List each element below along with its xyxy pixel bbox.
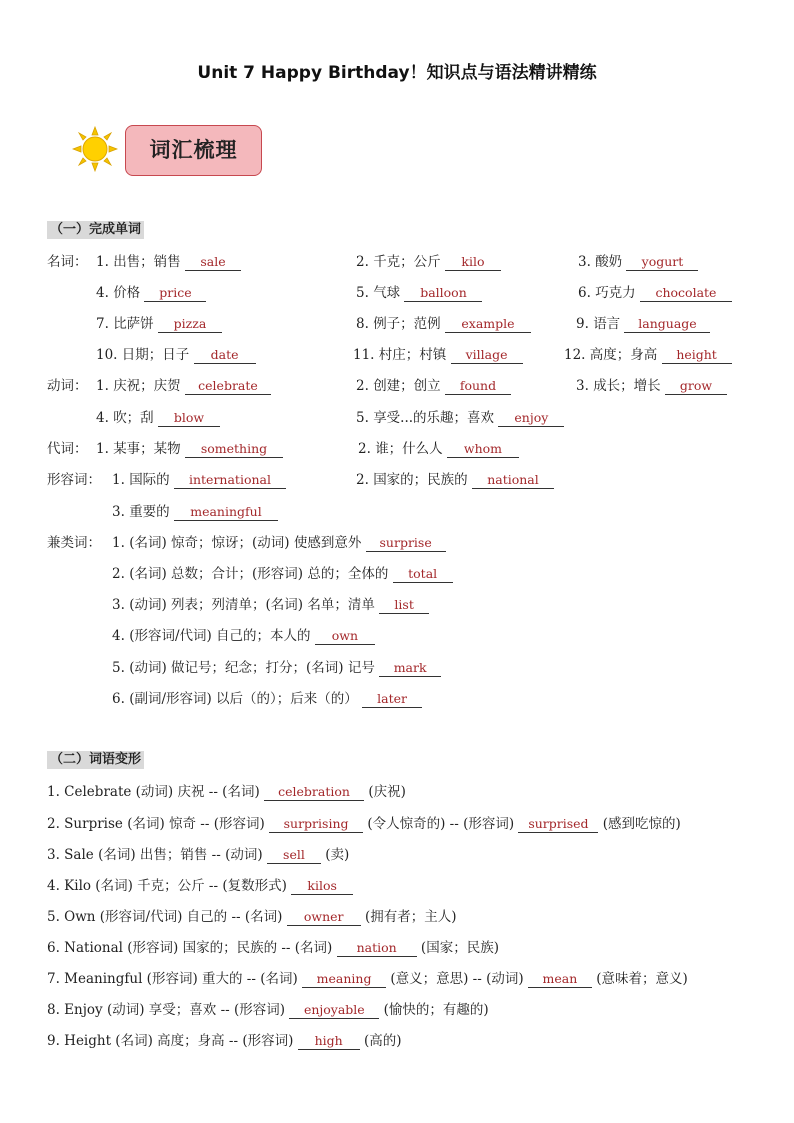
- word-form-row: 6. National (形容词) 国家的；民族的 -- (名词) nation (国家；民族): [47, 940, 499, 956]
- list-item: 7. 比萨饼 pizza: [96, 314, 222, 334]
- answer-blank: meaning: [302, 971, 386, 988]
- list-item: 2. 谁；什么人 whom: [358, 439, 519, 459]
- answer-blank: price: [144, 285, 206, 302]
- answer-blank: balloon: [404, 285, 482, 302]
- list-item: 3. 重要的 meaningful: [112, 502, 278, 522]
- answer-blank: surprised: [518, 816, 598, 833]
- answer-blank: high: [298, 1033, 360, 1050]
- list-item: 4. 吹；刮 blow: [96, 408, 220, 428]
- answer-blank: celebration: [264, 784, 364, 801]
- multi-row: [0, 595, 794, 615]
- list-item: 9. 语言 language: [576, 314, 710, 334]
- section-heading-complete-words: （一）完成单词: [47, 221, 144, 239]
- word-form-row: 2. Surprise (名词) 惊奇 -- (形容词) surprising (令人惊奇的) -- (形容词) surprised (感到吃惊的): [47, 816, 681, 832]
- answer-blank: kilos: [291, 878, 353, 895]
- answer-blank: enjoyable: [289, 1002, 379, 1019]
- answer-blank: example: [445, 316, 531, 333]
- list-item: 1. 国际的 international: [112, 470, 286, 490]
- list-item: 8. 例子；范例 example: [356, 314, 531, 334]
- answer-blank: total: [393, 566, 453, 583]
- answer-blank: date: [194, 347, 256, 364]
- list-item: 2. 千克；公斤 kilo: [356, 252, 501, 272]
- list-item: 3. (动词) 列表；列清单；(名词) 名单；清单 list: [112, 595, 429, 615]
- list-item: 6. 巧克力 chocolate: [578, 283, 732, 303]
- list-item: 1. 庆祝；庆贺 celebrate: [96, 376, 271, 396]
- list-item: 5. 气球 balloon: [356, 283, 482, 303]
- answer-blank: something: [185, 441, 283, 458]
- section-heading-word-forms: （二）词语变形: [47, 751, 144, 769]
- nouns-row: [0, 283, 794, 303]
- list-item: 1. (名词) 惊奇；惊讶；(动词) 使感到意外 surprise: [112, 533, 446, 553]
- word-form-row: 4. Kilo (名词) 千克；公斤 -- (复数形式) kilos: [0, 876, 794, 896]
- answer-blank: owner: [287, 909, 361, 926]
- nouns-row: [0, 252, 794, 272]
- multi-row: [0, 564, 794, 584]
- pronouns-label: 代词：: [47, 441, 88, 457]
- answer-blank: nation: [337, 940, 417, 957]
- answer-blank: enjoy: [498, 410, 564, 427]
- adjectives-row: [0, 502, 794, 522]
- answer-blank: international: [174, 472, 286, 489]
- list-item: 10. 日期；日子 date: [96, 345, 256, 365]
- answer-blank: village: [451, 347, 523, 364]
- multi-row: [0, 658, 794, 678]
- list-item: 3. 酸奶 yogurt: [578, 252, 698, 272]
- multi-row: [0, 533, 794, 553]
- list-item: 4. (形容词/代词) 自己的；本人的 own: [112, 626, 375, 646]
- answer-blank: national: [472, 472, 554, 489]
- list-item: 2. 国家的；民族的 national: [356, 470, 554, 490]
- answer-blank: kilo: [445, 254, 501, 271]
- adjectives-label: 形容词：: [47, 472, 101, 488]
- list-item: 12. 高度；身高 height: [564, 345, 732, 365]
- verbs-row: [0, 376, 794, 396]
- adjectives-row: [0, 470, 794, 490]
- word-form-row: 7. Meaningful (形容词) 重大的 -- (名词) meaning (意义；意思) -- (动词) mean (意味着；意义): [47, 971, 688, 987]
- answer-blank: meaningful: [174, 504, 278, 521]
- answer-blank: surprising: [269, 816, 363, 833]
- word-form-row: 1. Celebrate (动词) 庆祝 -- (名词) celebration (庆祝): [47, 784, 406, 800]
- list-item: 4. 价格 price: [96, 283, 206, 303]
- word-form-row: 8. Enjoy (动词) 享受；喜欢 -- (形容词) enjoyable (愉快的；有趣的): [47, 1002, 489, 1018]
- word-form-row: 5. Own (形容词/代词) 自己的 -- (名词) owner (拥有者；主人): [47, 909, 457, 925]
- list-item: 1. 出售；销售 sale: [96, 252, 241, 272]
- multi-label: 兼类词：: [47, 535, 101, 551]
- verbs-row: [0, 408, 794, 428]
- answer-blank: pizza: [158, 316, 222, 333]
- answer-blank: surprise: [366, 535, 446, 552]
- list-item: 1. 某事；某物 something: [96, 439, 283, 459]
- list-item: 11. 村庄；村镇 village: [353, 345, 523, 365]
- answer-blank: later: [362, 691, 422, 708]
- list-item: 6. (副词/形容词) 以后（的）；后来（的） later: [112, 689, 422, 709]
- pronouns-row: [0, 439, 794, 459]
- list-item: 2. 创建；创立 found: [356, 376, 511, 396]
- multi-row: [0, 689, 794, 709]
- answer-blank: sell: [267, 847, 321, 864]
- list-item: 5. 享受...的乐趣；喜欢 enjoy: [356, 408, 564, 428]
- list-item: 2. (名词) 总数；合计；(形容词) 总的；全体的 total: [112, 564, 453, 584]
- word-form-row: 9. Height (名词) 高度；身高 -- (形容词) high (高的): [47, 1033, 402, 1049]
- list-item: 3. 成长；增长 grow: [576, 376, 727, 396]
- answer-blank: grow: [665, 378, 727, 395]
- list-item: 5. (动词) 做记号；纪念；打分；(名词) 记号 mark: [112, 658, 441, 678]
- answer-blank: chocolate: [640, 285, 732, 302]
- multi-row: [0, 626, 794, 646]
- nouns-row: [0, 314, 794, 334]
- page-title: Unit 7 Happy Birthday！知识点与语法精讲精练: [197, 63, 597, 83]
- verbs-label: 动词：: [47, 378, 88, 394]
- vocabulary-badge: 词汇梳理: [125, 125, 262, 176]
- answer-blank: mean: [528, 971, 592, 988]
- word-form-row: 3. Sale (名词) 出售；销售 -- (动词) sell (卖): [47, 847, 350, 863]
- answer-blank: language: [624, 316, 710, 333]
- answer-blank: blow: [158, 410, 220, 427]
- nouns-row: [0, 345, 794, 365]
- answer-blank: celebrate: [185, 378, 271, 395]
- answer-blank: mark: [379, 660, 441, 677]
- answer-blank: whom: [447, 441, 519, 458]
- answer-blank: sale: [185, 254, 241, 271]
- answer-blank: height: [662, 347, 732, 364]
- answer-blank: yogurt: [626, 254, 698, 271]
- nouns-label: 名词：: [47, 254, 88, 270]
- sun-icon: [72, 126, 118, 172]
- answer-blank: list: [379, 597, 429, 614]
- answer-blank: found: [445, 378, 511, 395]
- answer-blank: own: [315, 628, 375, 645]
